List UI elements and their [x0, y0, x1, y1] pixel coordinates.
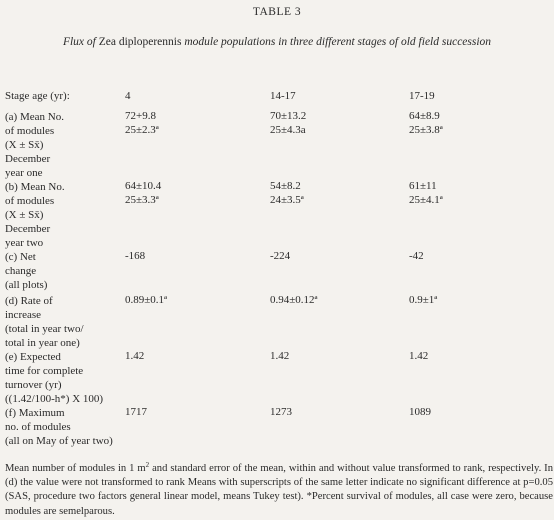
row-a-mean: 70±13.2 — [270, 110, 307, 122]
row-b-rank: 25±3.3ª — [125, 193, 159, 206]
row-a-rank: 25±2.3ª — [125, 123, 159, 136]
row-f-label-line: no. of modules — [5, 421, 71, 433]
row-b-label-line: year two — [5, 237, 44, 249]
row-b-rank: 25±4.1ª — [409, 193, 443, 206]
row-f-stage-3: 1089 — [409, 406, 431, 418]
row-d-stage-3: 0.9±1ª — [409, 294, 438, 306]
table-footnote — [5, 462, 553, 519]
footnote-part-2: and standard error of the mean, within and without value transformed to rank, respectively. In (d) the value were not transformed to rank Means with superscripts of the same letter indicate no significant difference at p=0.05 (SAS, procedure two factors general linear model, means Tukey test). *Percent survival of modules, all case were zero, because modules are semelparous. — [5, 463, 553, 517]
row-e-stage-2: 1.42 — [270, 350, 290, 362]
caption-suffix: module populations in three different stages of old field succession — [184, 36, 492, 48]
row-f-stage-2: 1273 — [270, 406, 292, 418]
row-a-label — [5, 110, 64, 180]
footnote-part-1: Mean number of modules in 1 m — [5, 463, 146, 474]
row-b-mean: 64±10.4 — [125, 180, 162, 192]
row-b-label-line: December — [5, 223, 51, 235]
row-b-mean: 54±8.2 — [270, 180, 301, 192]
row-e-label — [5, 350, 103, 406]
row-a-stage-2 — [270, 110, 306, 138]
row-d-label-line: (d) Rate of — [5, 295, 53, 307]
row-b-stage-2 — [270, 180, 304, 208]
row-a-stage-3 — [409, 110, 443, 138]
row-d-label-line: (total in year two/ — [5, 323, 84, 335]
stage-header-3: 17-19 — [409, 90, 435, 102]
row-e-stage-3: 1.42 — [409, 350, 429, 362]
row-d-label — [5, 294, 84, 350]
row-d-label-line: increase — [5, 309, 42, 321]
row-c-label-line: (all plots) — [5, 279, 48, 291]
row-e-label-line: ((1.42/100-h*) X 100) — [5, 393, 104, 405]
row-b-label-line: (X ± Sx̄) — [5, 209, 44, 221]
row-b-label-line: of modules — [5, 195, 55, 207]
row-e-stage-1: 1.42 — [125, 350, 145, 362]
row-f-label-line: (f) Maximum — [5, 407, 65, 419]
row-a-stage-1 — [125, 110, 159, 138]
row-f-stage-1: 1717 — [125, 406, 147, 418]
row-c-stage-2: -224 — [270, 250, 291, 262]
row-a-label-line: year one — [5, 167, 43, 179]
row-e-label-line: time for complete — [5, 365, 84, 377]
row-e-label-line: turnover (yr) — [5, 379, 62, 391]
stage-age-label: Stage age (yr): — [5, 90, 70, 102]
footnote-superscript: 2 — [145, 461, 150, 469]
row-b-label-line: (b) Mean No. — [5, 181, 65, 193]
row-d-stage-2: 0.94±0.12ª — [270, 294, 318, 306]
row-b-stage-1 — [125, 180, 161, 208]
row-a-mean: 64±8.9 — [409, 110, 440, 122]
row-d-stage-1: 0.89±0.1ª — [125, 294, 168, 306]
table-caption — [0, 36, 554, 48]
table-title: TABLE 3 — [252, 6, 302, 18]
caption-species: Zea diploperennis — [98, 36, 182, 48]
row-a-rank: 25±3.8ª — [409, 123, 443, 136]
row-f-label-line: (all on May of year two) — [5, 435, 113, 447]
row-a-label-line: (a) Mean No. — [5, 111, 64, 123]
row-f-label — [5, 406, 113, 448]
row-b-mean: 61±11 — [409, 180, 437, 192]
stage-header-1: 4 — [125, 90, 131, 102]
row-a-mean: 72+9.8 — [125, 110, 156, 122]
row-c-label — [5, 250, 47, 292]
row-d-label-line: total in year one) — [5, 337, 80, 349]
row-a-label-line: of modules — [5, 125, 55, 137]
row-e-label-line: (e) Expected — [5, 351, 61, 363]
caption-prefix: Flux of — [62, 36, 96, 48]
row-c-label-line: change — [5, 265, 37, 277]
row-c-label-line: (c) Net — [5, 251, 36, 263]
stage-header-2: 14-17 — [270, 90, 296, 102]
row-a-label-line: December — [5, 153, 51, 165]
row-a-rank: 25±4.3a — [270, 123, 306, 136]
row-a-label-line: (X ± Sx̄) — [5, 139, 44, 151]
row-b-label — [5, 180, 65, 250]
row-c-stage-1: -168 — [125, 250, 146, 262]
row-c-stage-3: -42 — [409, 250, 424, 262]
row-b-stage-3 — [409, 180, 443, 208]
row-b-rank: 24±3.5ª — [270, 193, 304, 206]
